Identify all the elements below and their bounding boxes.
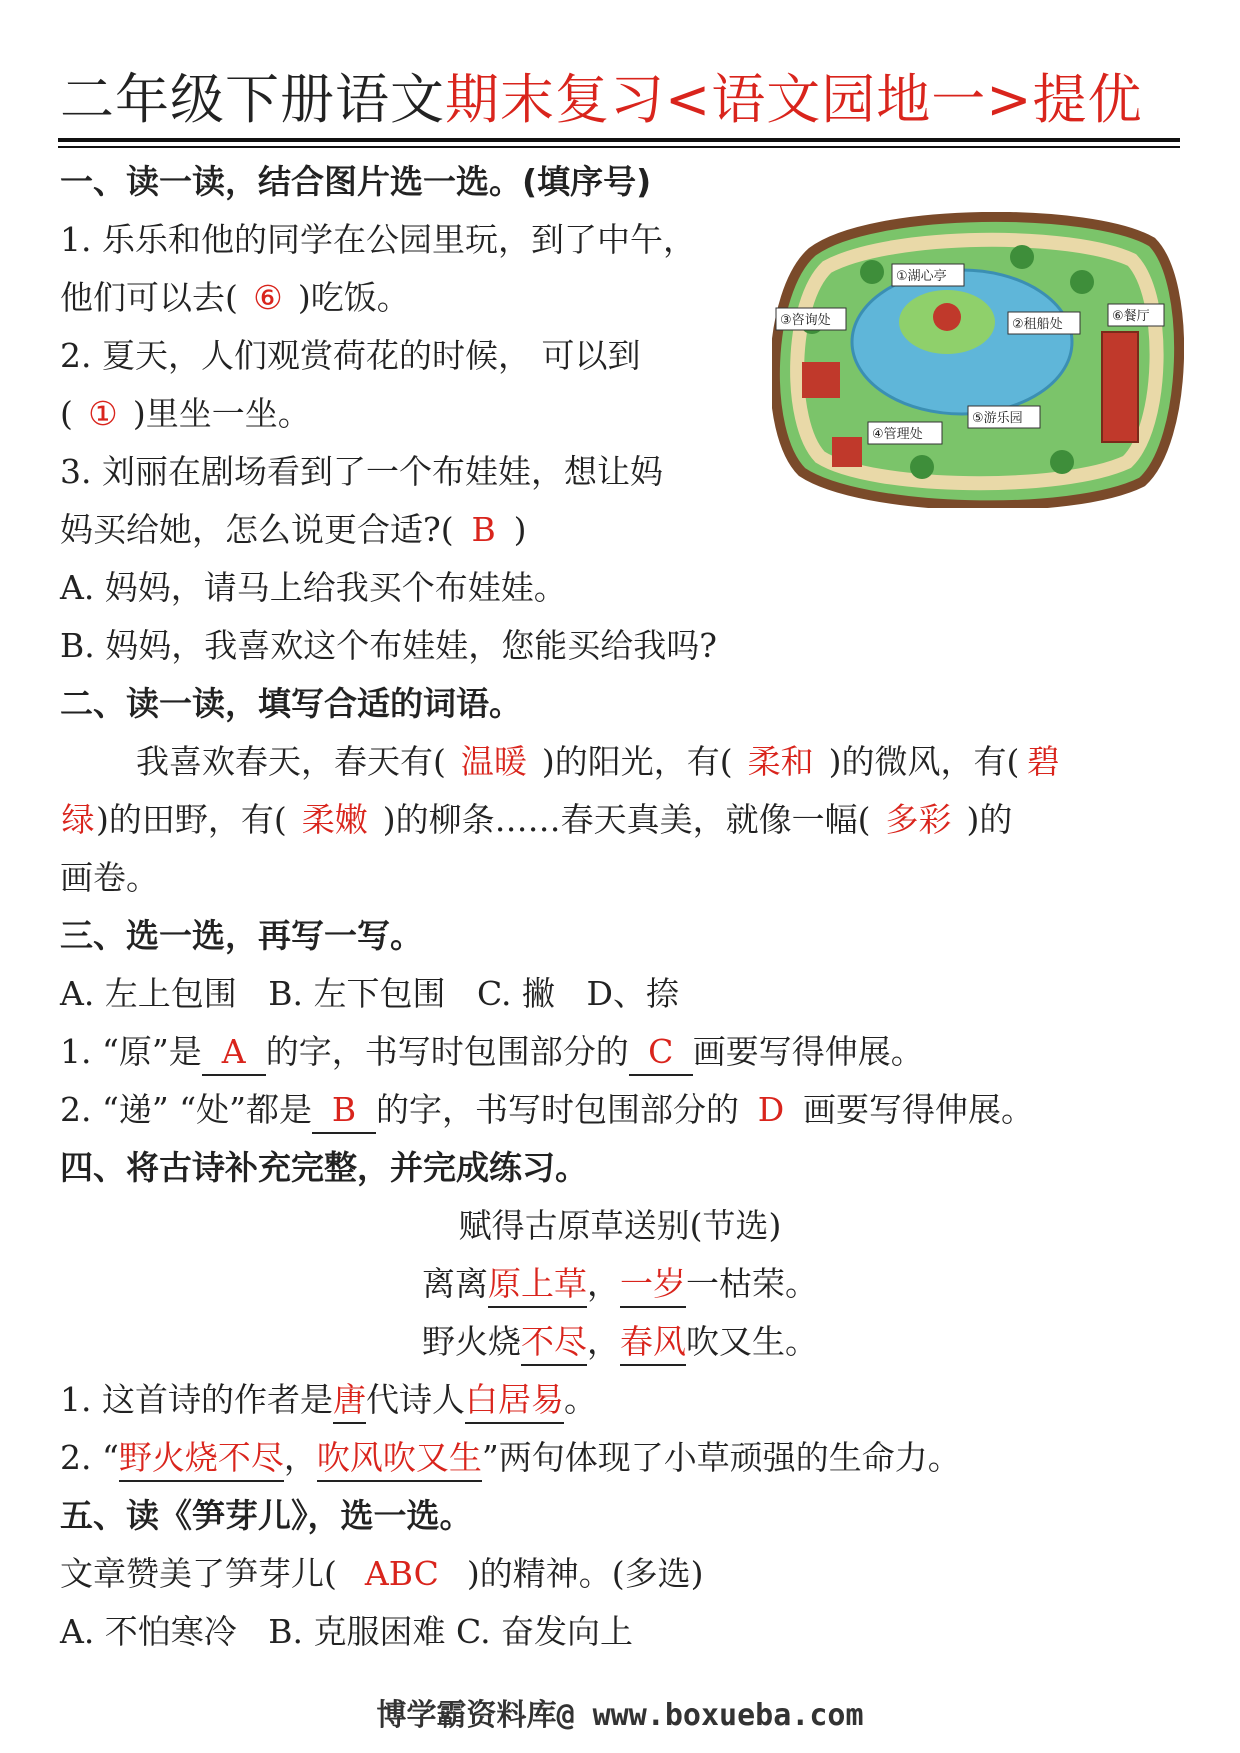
section4-heading: 四、将古诗补充完整，并完成练习。 — [60, 1148, 588, 1187]
map-label-4: ④管理处 — [872, 427, 923, 442]
s1-q2-line1: 2. 夏天，人们观赏荷花的时候， 可以到 — [60, 336, 641, 375]
pavilion-icon — [933, 303, 961, 331]
s2-line1: 我喜欢春天，春天有( 温暖 )的阳光，有( 柔和 )的微风，有( 碧 — [136, 740, 1067, 784]
answer: A — [202, 1030, 266, 1076]
answer: ABC — [364, 1554, 439, 1593]
answer: 绿 — [61, 800, 95, 839]
map-label-2: ②租船处 — [1012, 317, 1063, 332]
s3-q2: 2. “递” “处”都是 B 的字，书写时包围部分的 D 画要写得伸展。 — [60, 1088, 1034, 1134]
info-building-icon — [802, 362, 840, 398]
s2-line2: 绿)的田野，有( 柔嫩 )的柳条……春天真美，就像一幅( 多彩 )的 — [60, 798, 1012, 842]
s3-options: A. 左上包围 B. 左下包围 C. 撇 D、捺 — [60, 974, 679, 1013]
s1-q1-line2: 他们可以去( ⑥ )吃饭。 — [60, 276, 410, 320]
answer: ① — [88, 394, 118, 433]
s4-q2: 2. “野火烧不尽，吹风吹又生”两句体现了小草顽强的生命力。 — [60, 1436, 961, 1482]
answer: 白居易 — [465, 1378, 564, 1424]
answer: 一岁 — [620, 1262, 686, 1308]
answer: 不尽 — [521, 1320, 587, 1366]
s5-question: 文章赞美了笋芽儿( ABC )的精神。(多选) — [60, 1552, 704, 1596]
answer: 多彩 — [885, 800, 952, 839]
section2-heading: 二、读一读，填写合适的词语。 — [60, 684, 522, 723]
s1-q1-line1: 1. 乐乐和他的同学在公园里玩，到了中午， — [60, 220, 696, 259]
answer: B — [471, 510, 496, 549]
s1-q2-line2: ( ① )里坐一坐。 — [60, 392, 311, 436]
answer: 春风 — [620, 1320, 686, 1366]
answer: 柔和 — [747, 742, 814, 781]
page-title: 二年级下册语文期末复习<语文园地一>提优 — [60, 68, 1143, 131]
map-label-6: ⑥餐厅 — [1112, 309, 1150, 324]
footer-watermark: 博学霸资料库@ www.boxueba.com — [376, 1698, 864, 1733]
answer: ⑥ — [253, 278, 283, 317]
s1-q3-line2: 妈买给她，怎么说更合适?( B ) — [60, 508, 526, 552]
answer: 野火烧不尽 — [119, 1436, 284, 1482]
poem-title: 赋得古原草送别(节选) — [458, 1206, 782, 1245]
answer: C — [629, 1030, 693, 1076]
section1-heading: 一、读一读，结合图片选一选。(填序号) — [60, 162, 652, 201]
section3-heading: 三、选一选，再写一写。 — [60, 916, 423, 955]
answer: B — [312, 1088, 376, 1134]
restaurant-building-icon — [1102, 332, 1138, 442]
office-building-icon — [832, 437, 862, 467]
answer: 吹风吹又生 — [317, 1436, 482, 1482]
answer: 唐 — [333, 1378, 366, 1424]
park-map-image — [772, 212, 1184, 508]
answer: 柔嫩 — [301, 800, 368, 839]
title-rule-thin — [58, 146, 1180, 148]
section5-heading: 五、读《笋芽儿》，选一选。 — [60, 1496, 473, 1535]
answer: 温暖 — [460, 742, 527, 781]
s1-option-a: A. 妈妈，请马上给我买个布娃娃。 — [60, 568, 567, 607]
s1-q3-line1: 3. 刘丽在剧场看到了一个布娃娃，想让妈 — [60, 452, 663, 491]
map-label-3: ③咨询处 — [780, 313, 831, 328]
answer: 碧 — [1026, 742, 1060, 781]
poem-line1: 离离原上草，一岁一枯荣。 — [0, 1262, 1240, 1308]
answer: D — [757, 1090, 785, 1129]
map-label-5: ⑤游乐园 — [972, 411, 1023, 426]
map-label-1: ①湖心亭 — [896, 269, 947, 284]
poem-line2: 野火烧不尽，春风吹又生。 — [0, 1320, 1240, 1366]
title-rule — [58, 138, 1180, 142]
s5-options: A. 不怕寒冷 B. 克服困难 C. 奋发向上 — [60, 1612, 634, 1651]
s2-line3: 画卷。 — [60, 858, 159, 897]
s1-option-b: B. 妈妈，我喜欢这个布娃娃，您能买给我吗? — [60, 626, 717, 665]
answer: 原上草 — [488, 1262, 587, 1308]
s3-q1: 1. “原”是 A 的字，书写时包围部分的 C 画要写得伸展。 — [60, 1030, 924, 1076]
s4-q1: 1. 这首诗的作者是唐代诗人白居易。 — [60, 1378, 597, 1424]
